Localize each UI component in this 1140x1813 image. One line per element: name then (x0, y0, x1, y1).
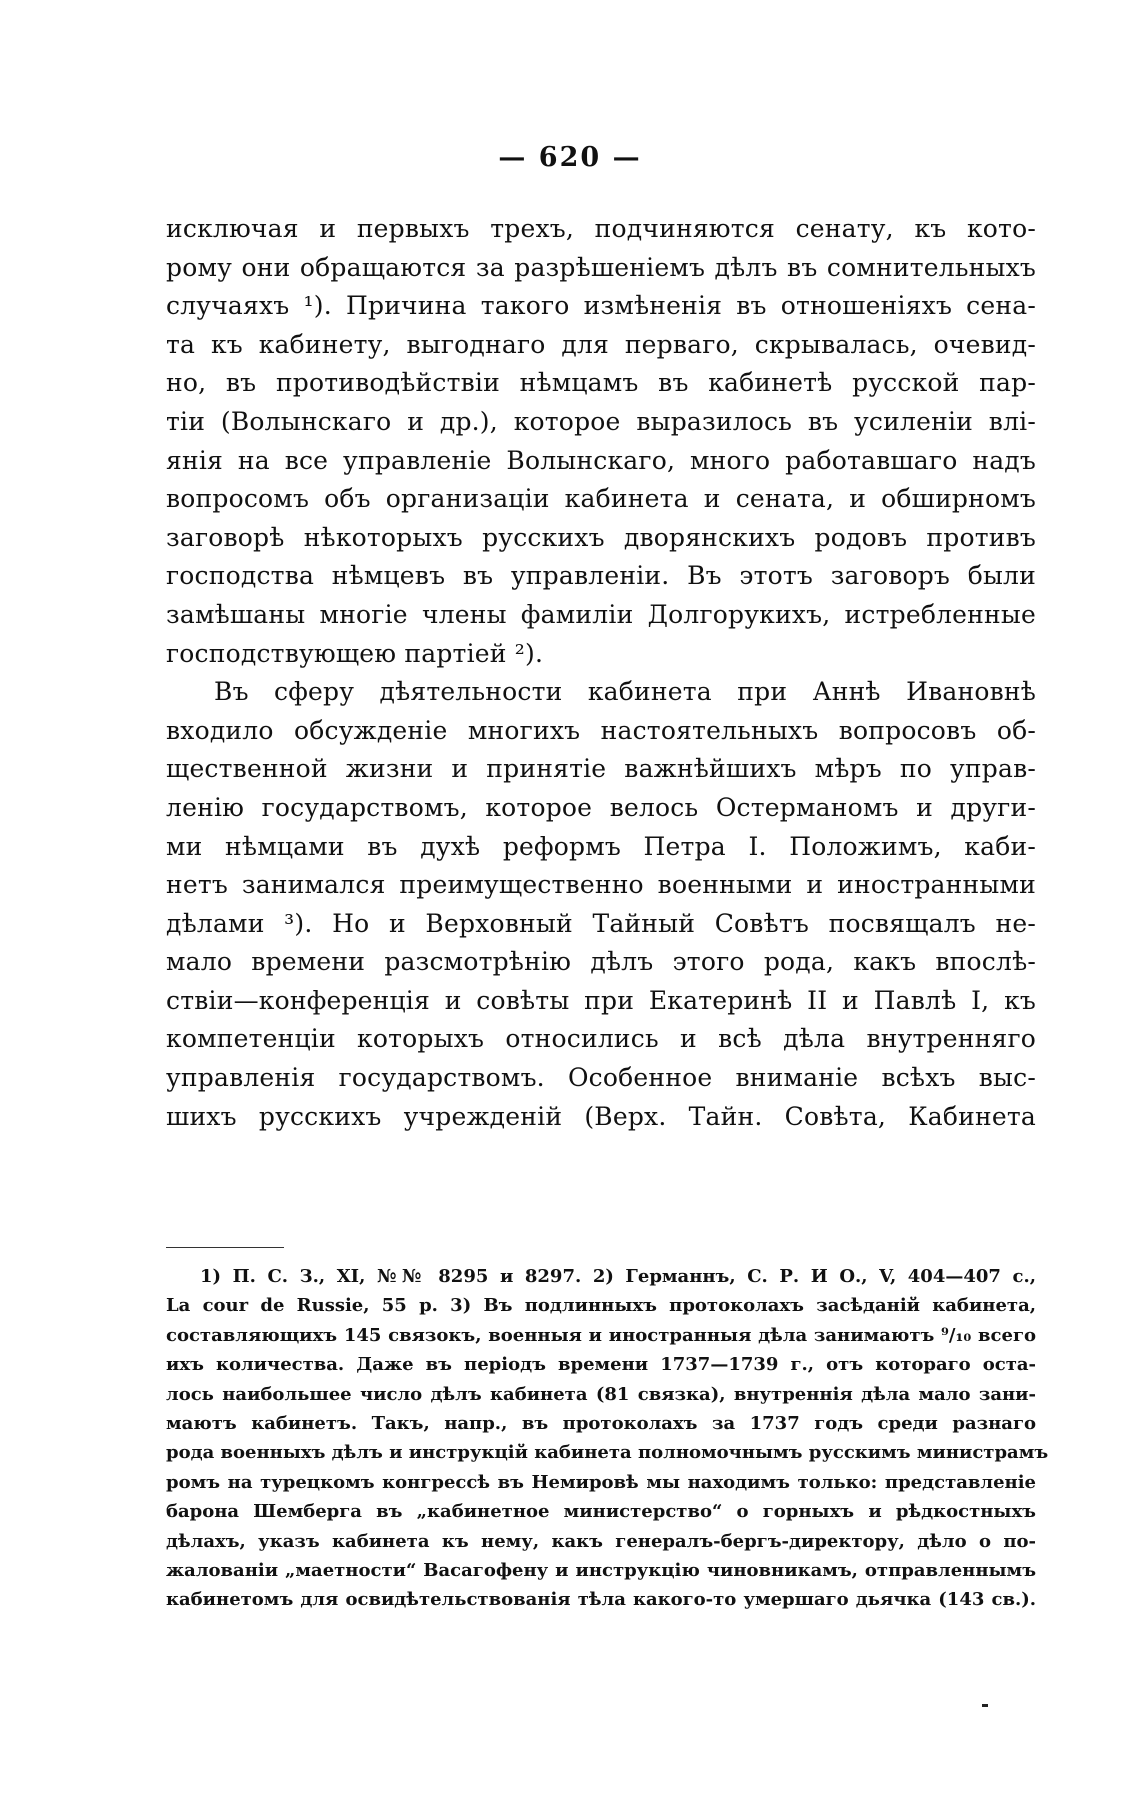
text-line: господствующею партіей ²). (166, 638, 544, 668)
footnote-line: составляющихъ 145 связокъ, военныя и иностранныя дѣла занимаютъ ⁹/₁₀ всего (166, 1324, 1036, 1346)
text-line: та къ кабинету, выгоднаго для перваго, скрывалась, очевид- (166, 329, 1036, 359)
text-line: янія на все управленіе Волынскаго, много работавшаго надъ (166, 445, 1036, 475)
footnote-line: дѣлахъ, указъ кабинета къ нему, какъ генералъ-бергъ-директору, дѣло о по- (166, 1530, 1036, 1552)
main-text (166, 210, 1036, 1136)
text-line: управленія государствомъ. Особенное вниманіе всѣхъ выс- (166, 1063, 1036, 1093)
footnote-line: барона Шемберга въ „кабинетное министерство“ о горныхъ и рѣдкостныхъ (166, 1501, 1036, 1523)
text-line: но, въ противодѣйствіи нѣмцамъ въ кабинетѣ русской пар- (166, 368, 1036, 398)
text-line: ствіи—конференція и совѣты при Екатеринѣ II и Павлѣ I, къ (166, 985, 1036, 1015)
text-line: входило обсужденіе многихъ настоятельныхъ вопросовъ об- (166, 715, 1036, 745)
footnotes (166, 1262, 1049, 1615)
footnote-line: лось наибольшее число дѣлъ кабинета (81 связка), внутреннія дѣла мало зани- (166, 1383, 1036, 1405)
text-line: компетенціи которыхъ относились и всѣ дѣла внутренняго (166, 1024, 1036, 1054)
text-line: ленію государствомъ, которое велось Остерманомъ и други- (166, 792, 1036, 822)
footnote-line: ромъ на турецкомъ конгрессѣ въ Немировѣ мы находимъ только: представленіе (166, 1471, 1036, 1493)
page-number: — 620 — (498, 142, 642, 173)
print-speck (982, 1704, 988, 1707)
footnote-line: кабинетомъ для освидѣтельствованія тѣла какого-то умершаго дьячка (143 св.). (166, 1589, 1036, 1611)
text-line: тіи (Волынскаго и др.), которое выразилось въ усиленіи влі- (166, 406, 1036, 436)
text-line: ми нѣмцами въ духѣ реформъ Петра I. Положимъ, каби- (166, 831, 1036, 861)
text-line: случаяхъ ¹). Причина такого измѣненія въ отношеніяхъ сена- (166, 291, 1036, 321)
text-line: замѣшаны многіе члены фамиліи Долгорукихъ, истребленные (166, 599, 1036, 629)
text-line: Въ сферу дѣятельности кабинета при Аннѣ Ивановнѣ (214, 677, 1036, 707)
footnote-line: жалованіи „маетности“ Васагофену и инструкцію чиновникамъ, отправленнымъ (166, 1559, 1036, 1581)
text-line: рому они обращаются за разрѣшеніемъ дѣлъ въ сомнительныхъ (166, 252, 1036, 282)
footnote-line: маютъ кабинетъ. Такъ, напр., въ протоколахъ за 1737 годъ среди разнаго (166, 1412, 1036, 1434)
footnote-line: La cour de Russie, 55 p. 3) Въ подлинныхъ протоколахъ засѣданій кабинета, (166, 1295, 1036, 1317)
footnote-line: рода военныхъ дѣлъ и инструкцій кабинета полномочнымъ русскимъ министрамъ (166, 1442, 1049, 1464)
text-line: дѣлами ³). Но и Верховный Тайный Совѣтъ посвящалъ не- (166, 908, 1036, 938)
text-line: шихъ русскихъ учрежденій (Верх. Тайн. Совѣта, Кабинета (166, 1101, 1036, 1131)
text-line: мало времени разсмотрѣнію дѣлъ этого рода, какъ впослѣ- (166, 947, 1036, 977)
text-line: заговорѣ нѣкоторыхъ русскихъ дворянскихъ родовъ противъ (166, 522, 1036, 552)
footnote-divider (166, 1247, 284, 1248)
text-line: нетъ занимался преимущественно военными и иностранными (166, 870, 1036, 900)
text-line: исключая и первыхъ трехъ, подчиняются сенату, къ кото- (166, 214, 1036, 243)
footnote-line: 1) П. С. З., XI, №№ 8295 и 8297. 2) Германнъ, С. Р. И О., V, 404—407 с., (200, 1266, 1036, 1287)
text-line: вопросомъ объ организаціи кабинета и сената, и обширномъ (166, 484, 1036, 514)
text-line: господства нѣмцевъ въ управленіи. Въ этотъ заговоръ были (166, 561, 1036, 591)
footnote-line: ихъ количества. Даже въ періодъ времени 1737—1739 г., отъ котораго оста- (166, 1354, 1036, 1376)
text-line: щественной жизни и принятіе важнѣйшихъ мѣръ по управ- (166, 754, 1036, 784)
